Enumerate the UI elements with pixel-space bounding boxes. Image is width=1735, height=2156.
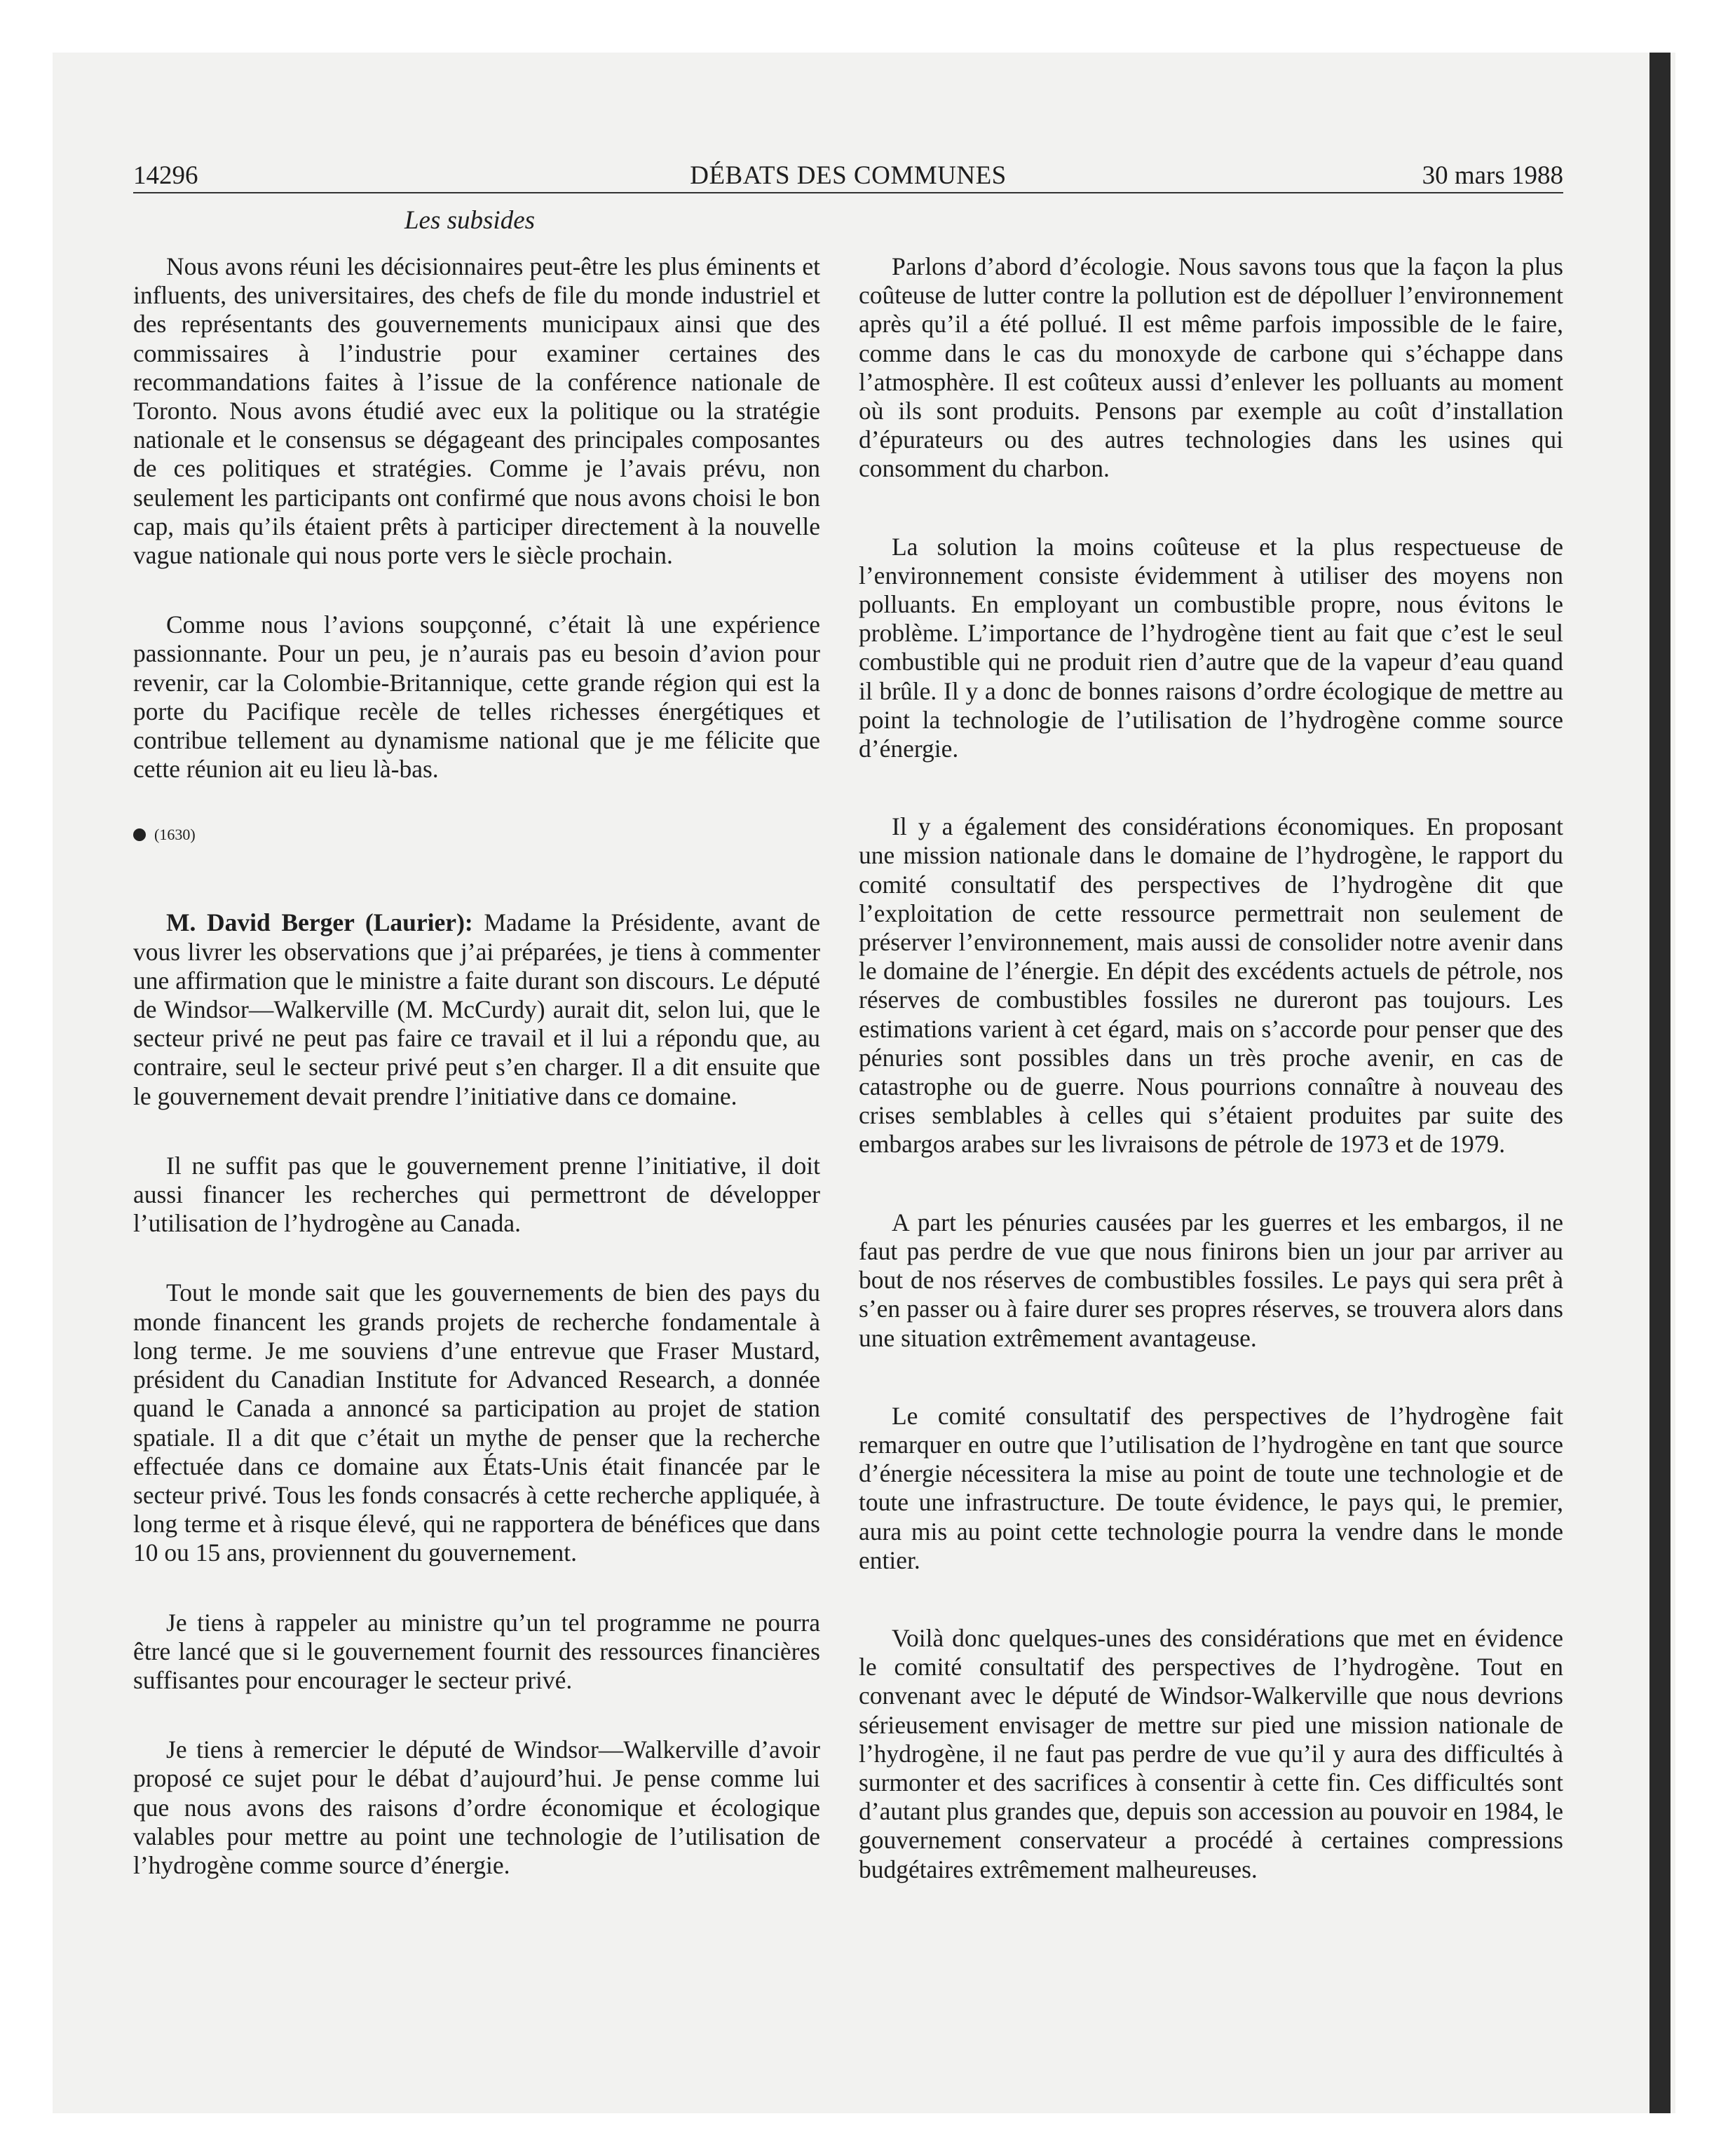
- paragraph: Nous avons réuni les décisionnaires peut-être les plus éminents et influents, des universitaires, des chefs de file du monde industriel et des représentants des gouvernements municipaux ainsi que des commissaires à l’industrie pour examiner certaines des recommandations faites à l’issue de la conférence nationale de Toronto. Nous avons étudié avec eux la politique ou la stratégie nationale et le consensus se dégageant des principales composantes de ces politiques et stratégies. Comme je l’avais prévu, non seulement les participants ont confirmé que nous avons choisi le bon cap, mais qu’ils étaient prêts à participer directement à la nouvelle vague nationale qui nous porte vers le siècle prochain.: [133, 252, 820, 570]
- time-marker-label: (1630): [154, 826, 196, 844]
- publication-title: DÉBATS DES COMMUNES: [690, 161, 1007, 190]
- paragraph: Le comité consultatif des perspectives de l’hydrogène fait remarquer en outre que l’utilisation de l’hydrogène en tant que source d’énergie nécessitera la mise au point de toute une technologie et de toute une infrastructure. De toute évidence, le pays qui, le premier, aura mis au point cette technologie pourra la vendre dans le monde entier.: [859, 1401, 1563, 1574]
- header-rule: [133, 192, 1563, 193]
- paragraph: Je tiens à rappeler au ministre qu’un tel programme ne pourra être lancé que si le gouvernement fournit des ressources financières suffisantes pour encourager le secteur privé.: [133, 1608, 820, 1694]
- paragraph: La solution la moins coûteuse et la plus respectueuse de l’environnement consiste évidemment à utiliser des moyens non polluants. En employant un combustible propre, nous évitons le problème. L’importance de l’hydrogène tient au fait que c’est le seul combustible qui ne produit rien d’autre que de la vapeur d’eau quand il brûle. Il y a donc de bonnes raisons d’ordre écologique de mettre au point la technologie de l’utilisation de l’hydrogène comme source d’énergie.: [859, 532, 1563, 763]
- scan-edge-shadow: [1649, 53, 1671, 2113]
- speaker-name: M. David Berger (Laurier):: [166, 908, 473, 937]
- time-marker: [133, 824, 820, 845]
- page-header: [133, 158, 1563, 194]
- page-number: 14296: [133, 161, 198, 190]
- bullet-icon: [133, 828, 146, 841]
- paragraph: Je tiens à remercier le député de Windsor—Walkerville d’avoir proposé ce sujet pour le débat d’aujourd’hui. Je pense comme lui que nous avons des raisons d’ordre économique et écologique valables pour mettre au point une technologie de l’utilisation de l’hydrogène comme source d’énergie.: [133, 1735, 820, 1879]
- paragraph: Tout le monde sait que les gouvernements de bien des pays du monde financent les grands projets de recherche fondamentale à long terme. Je me souviens d’une entrevue que Fraser Mustard, président du Canadian Institute for Advanced Research, a donnée quand le Canada a annoncé sa participation au projet de station spatiale. Il a dit que c’était un mythe de penser que la recherche effectuée dans ce domaine aux États-Unis était financée par le secteur privé. Tous les fonds consacrés à cette recherche appliquée, à long terme et à risque élevé, qui ne rapportera de bénéfices que dans 10 ou 15 ans, proviennent du gouvernement.: [133, 1278, 820, 1567]
- page-date: 30 mars 1988: [1422, 161, 1563, 190]
- paragraph: Voilà donc quelques-unes des considérations que met en évidence le comité consultatif des perspectives de l’hydrogène. Tout en convenant avec le député de Windsor-Walkerville que nous devrions sérieusement envisager de mettre sur pied une mission nationale de l’hydrogène, il ne faut pas perdre de vue qu’il y aura des difficultés à surmonter et des sacrifices à consentir à cette fin. Ces difficultés sont d’autant plus grandes que, depuis son accession au pouvoir en 1984, le gouvernement conservateur a procédé à certaines compressions budgétaires extrêmement malheureuses.: [859, 1623, 1563, 1883]
- right-column: [859, 252, 1563, 1933]
- paragraph: A part les pénuries causées par les guerres et les embargos, il ne faut pas perdre de vue que nous finirons bien un jour par arriver au bout de nos réserves de combustibles fossiles. Le pays qui sera prêt à s’en passer ou à faire durer ses propres réserves, se trouvera alors dans une situation extrêmement avantageuse.: [859, 1208, 1563, 1352]
- speech-text: Madame la Présidente, avant de vous livrer les observations que j’ai préparées, je tiens à commenter une affirmation que le ministre a faite durant son discours. Le député de Windsor—Walkerville (M. McCurdy) aurait dit, selon lui, que le secteur privé ne peut pas faire ce travail et il lui a répondu que, au contraire, seul le secteur privé peut s’en charger. Il a dit ensuite que le gouvernement devait prendre l’initiative dans ce domaine.: [133, 908, 821, 1110]
- paragraph: Comme nous l’avions soupçonné, c’était là une expérience passionnante. Pour un peu, je n’aurais pas eu besoin d’avion pour revenir, car la Colombie-Britannique, cette grande région qui est la porte du Pacifique recèle de telles richesses énergétiques et contribue tellement au dynamisme national que je me félicite que cette réunion ait eu lieu là-bas.: [133, 610, 820, 784]
- paragraph: Il ne suffit pas que le gouvernement prenne l’initiative, il doit aussi financer les recherches qui permettront de développer l’utilisation de l’hydrogène au Canada.: [133, 1151, 820, 1238]
- section-title: Les subsides: [404, 206, 536, 235]
- speech-paragraph: [133, 908, 820, 1110]
- paragraph: Parlons d’abord d’écologie. Nous savons tous que la façon la plus coûteuse de lutter contre la pollution est de dépolluer l’environnement après qu’il a été pollué. Il est même parfois impossible de le faire, comme dans le cas du monoxyde de carbone qui s’échappe dans l’atmosphère. Il est coûteux aussi d’enlever les polluants au moment où ils sont produits. Pensons par exemple au coût d’installation d’épurateurs ou des autres technologies dans les usines qui consomment du charbon.: [859, 252, 1563, 483]
- left-column: [133, 252, 820, 1920]
- paragraph: Il y a également des considérations économiques. En proposant une mission nationale dans le domaine de l’hydrogène, le rapport du comité consultatif des perspectives de l’hydrogène dit que l’exploitation de cette ressource permettrait non seulement de préserver l’environnement, mais aussi de consolider notre avenir dans le domaine de l’énergie. En dépit des excédents actuels de pétrole, nos réserves de combustibles fossiles ne dureront pas toujours. Les estimations varient à cet égard, mais on s’accorde pour penser que des pénuries sont possibles dans un très proche avenir, en cas de catastrophe ou de guerre. Nous pourrions connaître à nouveau des crises semblables à celles qui s’étaient produites par suite des embargos arabes sur les livraisons de pétrole de 1973 et de 1979.: [859, 812, 1563, 1159]
